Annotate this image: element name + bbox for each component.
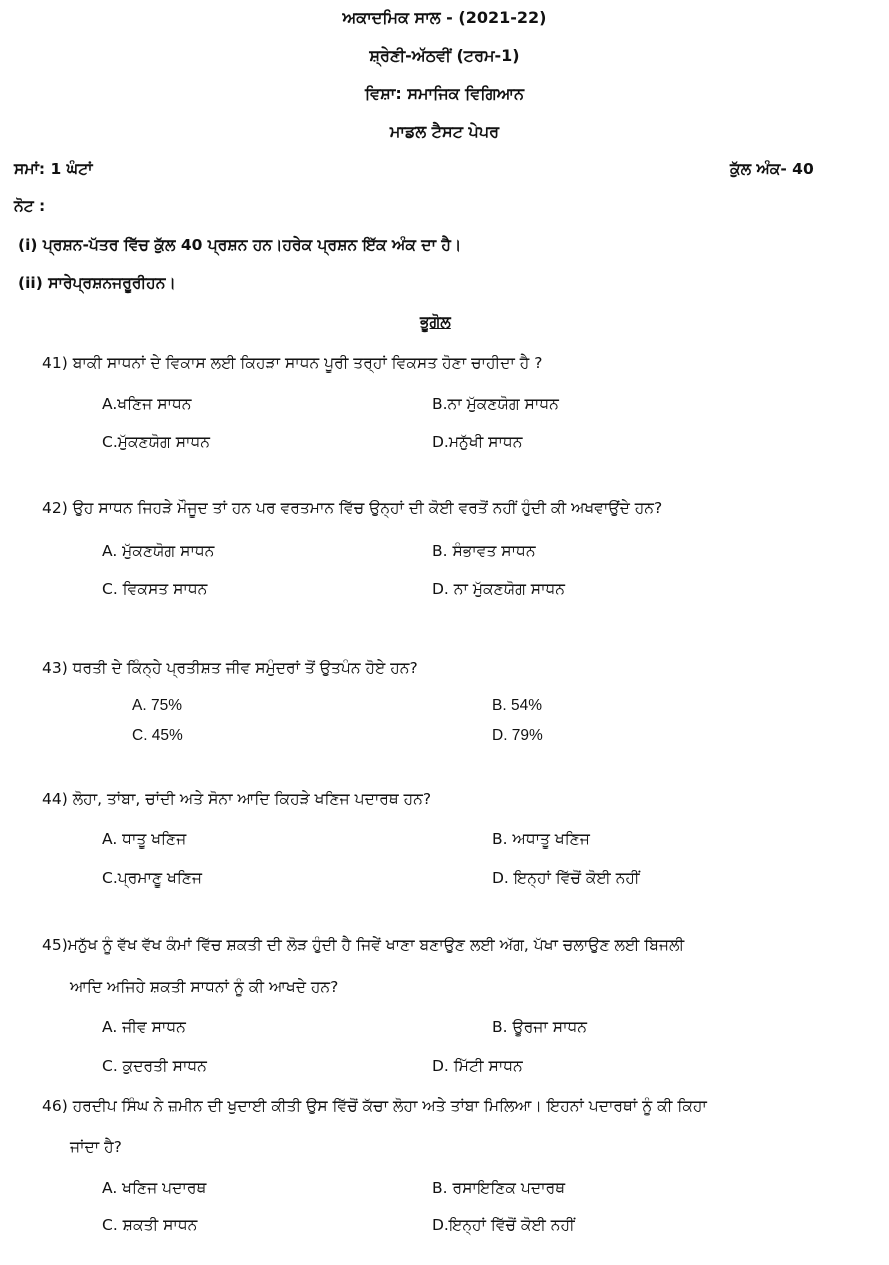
q44-option-d: D. ਇਨ੍ਹਾਂ ਵਿੱਚੋਂ ਕੋਈ ਨਹੀਂ xyxy=(492,869,640,887)
question-44: 44) ਲੋਹਾ, ਤਾਂਬਾ, ਚਾਂਦੀ ਅਤੇ ਸੋਨਾ ਆਦਿ ਕਿਹੜੇ ਖਣਿਜ ਪਦਾਰਥ ਹਨ? xyxy=(42,790,432,808)
q44-option-b: B. ਅਧਾਤੂ ਖਣਿਜ xyxy=(492,830,590,848)
q43-option-b: B. 54% xyxy=(492,697,542,714)
time-label: ਸਮਾਂ: 1 ਘੰਟਾਂ xyxy=(14,160,93,178)
q46-option-c: C. ਸ਼ਕਤੀ ਸਾਧਨ xyxy=(102,1216,198,1234)
q42-option-a: A. ਮੁੱਕਣਯੋਗ ਸਾਧਨ xyxy=(102,542,215,560)
q45-option-c: C. ਕੁਦਰਤੀ ਸਾਧਨ xyxy=(102,1057,207,1075)
q45-option-b: B. ਊਰਜਾ ਸਾਧਨ xyxy=(492,1018,587,1036)
total-marks-label: ਕੁੱਲ ਅੰਕ- 40 xyxy=(730,160,814,178)
q45-option-d: D. ਮਿੱਟੀ ਸਾਧਨ xyxy=(432,1057,523,1075)
q44-option-c: C.ਪ੍ਰਮਾਣੂ ਖਣਿਜ xyxy=(102,869,203,887)
q45-option-a: A. ਜੀਵ ਸਾਧਨ xyxy=(102,1018,186,1036)
q42-option-c: C. ਵਿਕਸਤ ਸਾਧਨ xyxy=(102,580,208,598)
q46-option-d: D.ਇਨ੍ਹਾਂ ਵਿੱਚੋਂ ਕੋਈ ਨਹੀਂ xyxy=(432,1216,575,1234)
q43-option-c: C. 45% xyxy=(132,727,183,744)
class-heading: ਸ਼੍ਰੇਣੀ-ਅੱਠਵੀਂ (ਟਰਮ-1) xyxy=(369,46,520,65)
section-title: ਭੂਗੋਲ xyxy=(420,313,451,331)
session-heading: ਅਕਾਦਮਿਕ ਸਾਲ - (2021-22) xyxy=(342,8,547,27)
paper-title: ਮਾਡਲ ਟੈਸਟ ਪੇਪਰ xyxy=(389,122,500,141)
q41-option-c: C.ਮੁੱਕਣਯੋਗ ਸਾਧਨ xyxy=(102,433,210,451)
question-46-continued: ਜਾਂਦਾ ਹੈ? xyxy=(70,1138,122,1156)
question-45: 45)ਮਨੁੱਖ ਨੂੰ ਵੱਖ ਵੱਖ ਕੰਮਾਂ ਵਿੱਚ ਸ਼ਕਤੀ ਦੀ ਲੋੜ ਹੁੰਦੀ ਹੈ ਜਿਵੇਂ ਖਾਣਾ ਬਣਾਉਣ ਲਈ ਅੱਗ, ਪੱਖਾ ਚਲਾਉਣ ਲਈ ਬਿਜਲੀ xyxy=(42,936,685,954)
q43-option-d: D. 79% xyxy=(492,727,543,744)
note-item-1: (i) ਪ੍ਰਸ਼ਨ-ਪੱਤਰ ਵਿੱਚ ਕੁੱਲ 40 ਪ੍ਰਸ਼ਨ ਹਨ।ਹਰੇਕ ਪ੍ਰਸ਼ਨ ਇੱਕ ਅੰਕ ਦਾ ਹੈ। xyxy=(18,236,462,254)
note-item-2: (ii) ਸਾਰੇਪ੍ਰਸ਼ਨਜਰੂਰੀਹਨ। xyxy=(18,274,176,292)
q42-option-d: D. ਨਾ ਮੁੱਕਣਯੋਗ ਸਾਧਨ xyxy=(432,580,565,598)
question-45-continued: ਆਦਿ ਅਜਿਹੇ ਸ਼ਕਤੀ ਸਾਧਨਾਂ ਨੂੰ ਕੀ ਆਖਦੇ ਹਨ? xyxy=(70,978,339,996)
q46-option-b: B. ਰਸਾਇਣਿਕ ਪਦਾਰਥ xyxy=(432,1179,566,1197)
question-43: 43) ਧਰਤੀ ਦੇ ਕਿੰਨ੍ਹੇ ਪ੍ਰਤੀਸ਼ਤ ਜੀਵ ਸਮੁੰਦਰਾਂ ਤੋਂ ਉਤਪੰਨ ਹੋਏ ਹਨ? xyxy=(42,659,418,677)
question-46: 46) ਹਰਦੀਪ ਸਿੰਘ ਨੇ ਜ਼ਮੀਨ ਦੀ ਖੁਦਾਈ ਕੀਤੀ ਉਸ ਵਿੱਚੋਂ ਕੱਚਾ ਲੋਹਾ ਅਤੇ ਤਾਂਬਾ ਮਿਲਿਆ। ਇਹਨਾਂ ਪਦਾਰਥਾਂ ਨੂੰ ਕੀ ਕਿਹਾ xyxy=(42,1097,707,1115)
q41-option-d: D.ਮਨੁੱਖੀ ਸਾਧਨ xyxy=(432,433,523,451)
question-42: 42) ਉਹ ਸਾਧਨ ਜਿਹੜੇ ਮੌਜੂਦ ਤਾਂ ਹਨ ਪਰ ਵਰਤਮਾਨ ਵਿੱਚ ਉਨ੍ਹਾਂ ਦੀ ਕੋਈ ਵਰਤੋਂ ਨਹੀਂ ਹੁੰਦੀ ਕੀ ਅਖਵਾਉਂਦੇ ਹਨ? xyxy=(42,499,663,517)
q43-option-a: A. 75% xyxy=(132,697,182,714)
note-label: ਨੋਟ : xyxy=(14,197,46,215)
q41-option-b: B.ਨਾ ਮੁੱਕਣਯੋਗ ਸਾਧਨ xyxy=(432,395,559,413)
q42-option-b: B. ਸੰਭਾਵਤ ਸਾਧਨ xyxy=(432,542,536,560)
q44-option-a: A. ਧਾਤੂ ਖਣਿਜ xyxy=(102,830,187,848)
q46-option-a: A. ਖਣਿਜ ਪਦਾਰਥ xyxy=(102,1179,207,1197)
subject-heading: ਵਿਸ਼ਾ: ਸਮਾਜਿਕ ਵਿਗਿਆਨ xyxy=(364,84,525,103)
question-41: 41) ਬਾਕੀ ਸਾਧਨਾਂ ਦੇ ਵਿਕਾਸ ਲਈ ਕਿਹੜਾ ਸਾਧਨ ਪੂਰੀ ਤਰ੍ਹਾਂ ਵਿਕਸਤ ਹੋਣਾ ਚਾਹੀਦਾ ਹੈ ? xyxy=(42,354,543,372)
q41-option-a: A.ਖਣਿਜ ਸਾਧਨ xyxy=(102,395,192,413)
